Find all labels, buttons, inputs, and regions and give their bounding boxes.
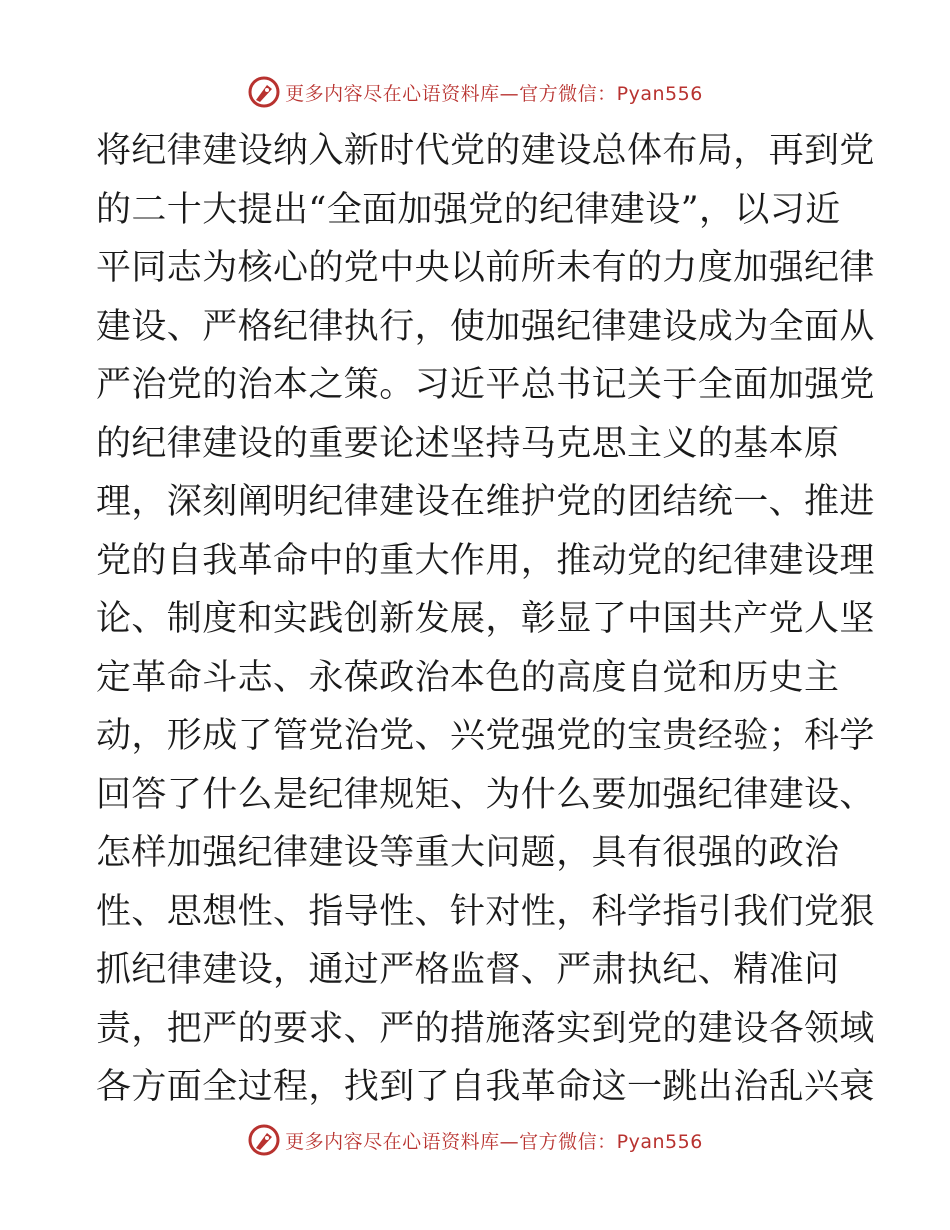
text-line: 动，形成了管党治党、兴党强党的宝贵经验；科学	[96, 716, 875, 756]
text-line: 定革命斗志、永葆政治本色的高度自觉和历史主	[96, 657, 840, 698]
document-body	[96, 122, 875, 1117]
text-line: 党的自我革命中的重大作用，推动党的纪律建设理	[96, 540, 875, 581]
text-line: 抓纪律建设，通过严格监督、严肃执纪、精准问	[96, 950, 840, 990]
pen-nib-circle-icon	[247, 75, 281, 109]
text-line: 回答了什么是纪律规矩、为什么要加强纪律建设、	[96, 774, 875, 815]
text-line: 的纪律建设的重要论述坚持马克思主义的基本原	[96, 423, 840, 464]
text-line: 理，深刻阐明纪律建设在维护党的团结统一、推进	[96, 482, 875, 522]
text-line: 将纪律建设纳入新时代党的建设总体布局，再到党	[96, 131, 875, 171]
watermark-text: 更多内容尽在心语资料库—官方微信：Pyan556	[285, 82, 703, 105]
text-line: 论、制度和实践创新发展，彰显了中国共产党人坚	[96, 599, 875, 639]
text-line: 的二十大提出“全面加强党的纪律建设”，以习近	[96, 189, 841, 230]
text-line: 建设、严格纪律执行，使加强纪律建设成为全面从	[96, 306, 875, 347]
header-watermark	[0, 72, 950, 112]
text-line: 责，把严的要求、严的措施落实到党的建设各领域	[96, 1008, 875, 1049]
text-line: 性、思想性、指导性、针对性，科学指引我们党狠	[96, 891, 875, 932]
text-line: 各方面全过程，找到了自我革命这一跳出治乱兴衰	[96, 1067, 875, 1107]
footer-watermark	[0, 1120, 950, 1160]
text-line: 怎样加强纪律建设等重大问题，具有很强的政治	[96, 833, 840, 873]
watermark-text: 更多内容尽在心语资料库—官方微信：Pyan556	[285, 1130, 703, 1153]
text-line: 平同志为核心的党中央以前所未有的力度加强纪律	[96, 248, 875, 288]
pen-nib-circle-icon	[247, 1123, 281, 1157]
text-line: 严治党的治本之策。习近平总书记关于全面加强党	[96, 365, 875, 405]
